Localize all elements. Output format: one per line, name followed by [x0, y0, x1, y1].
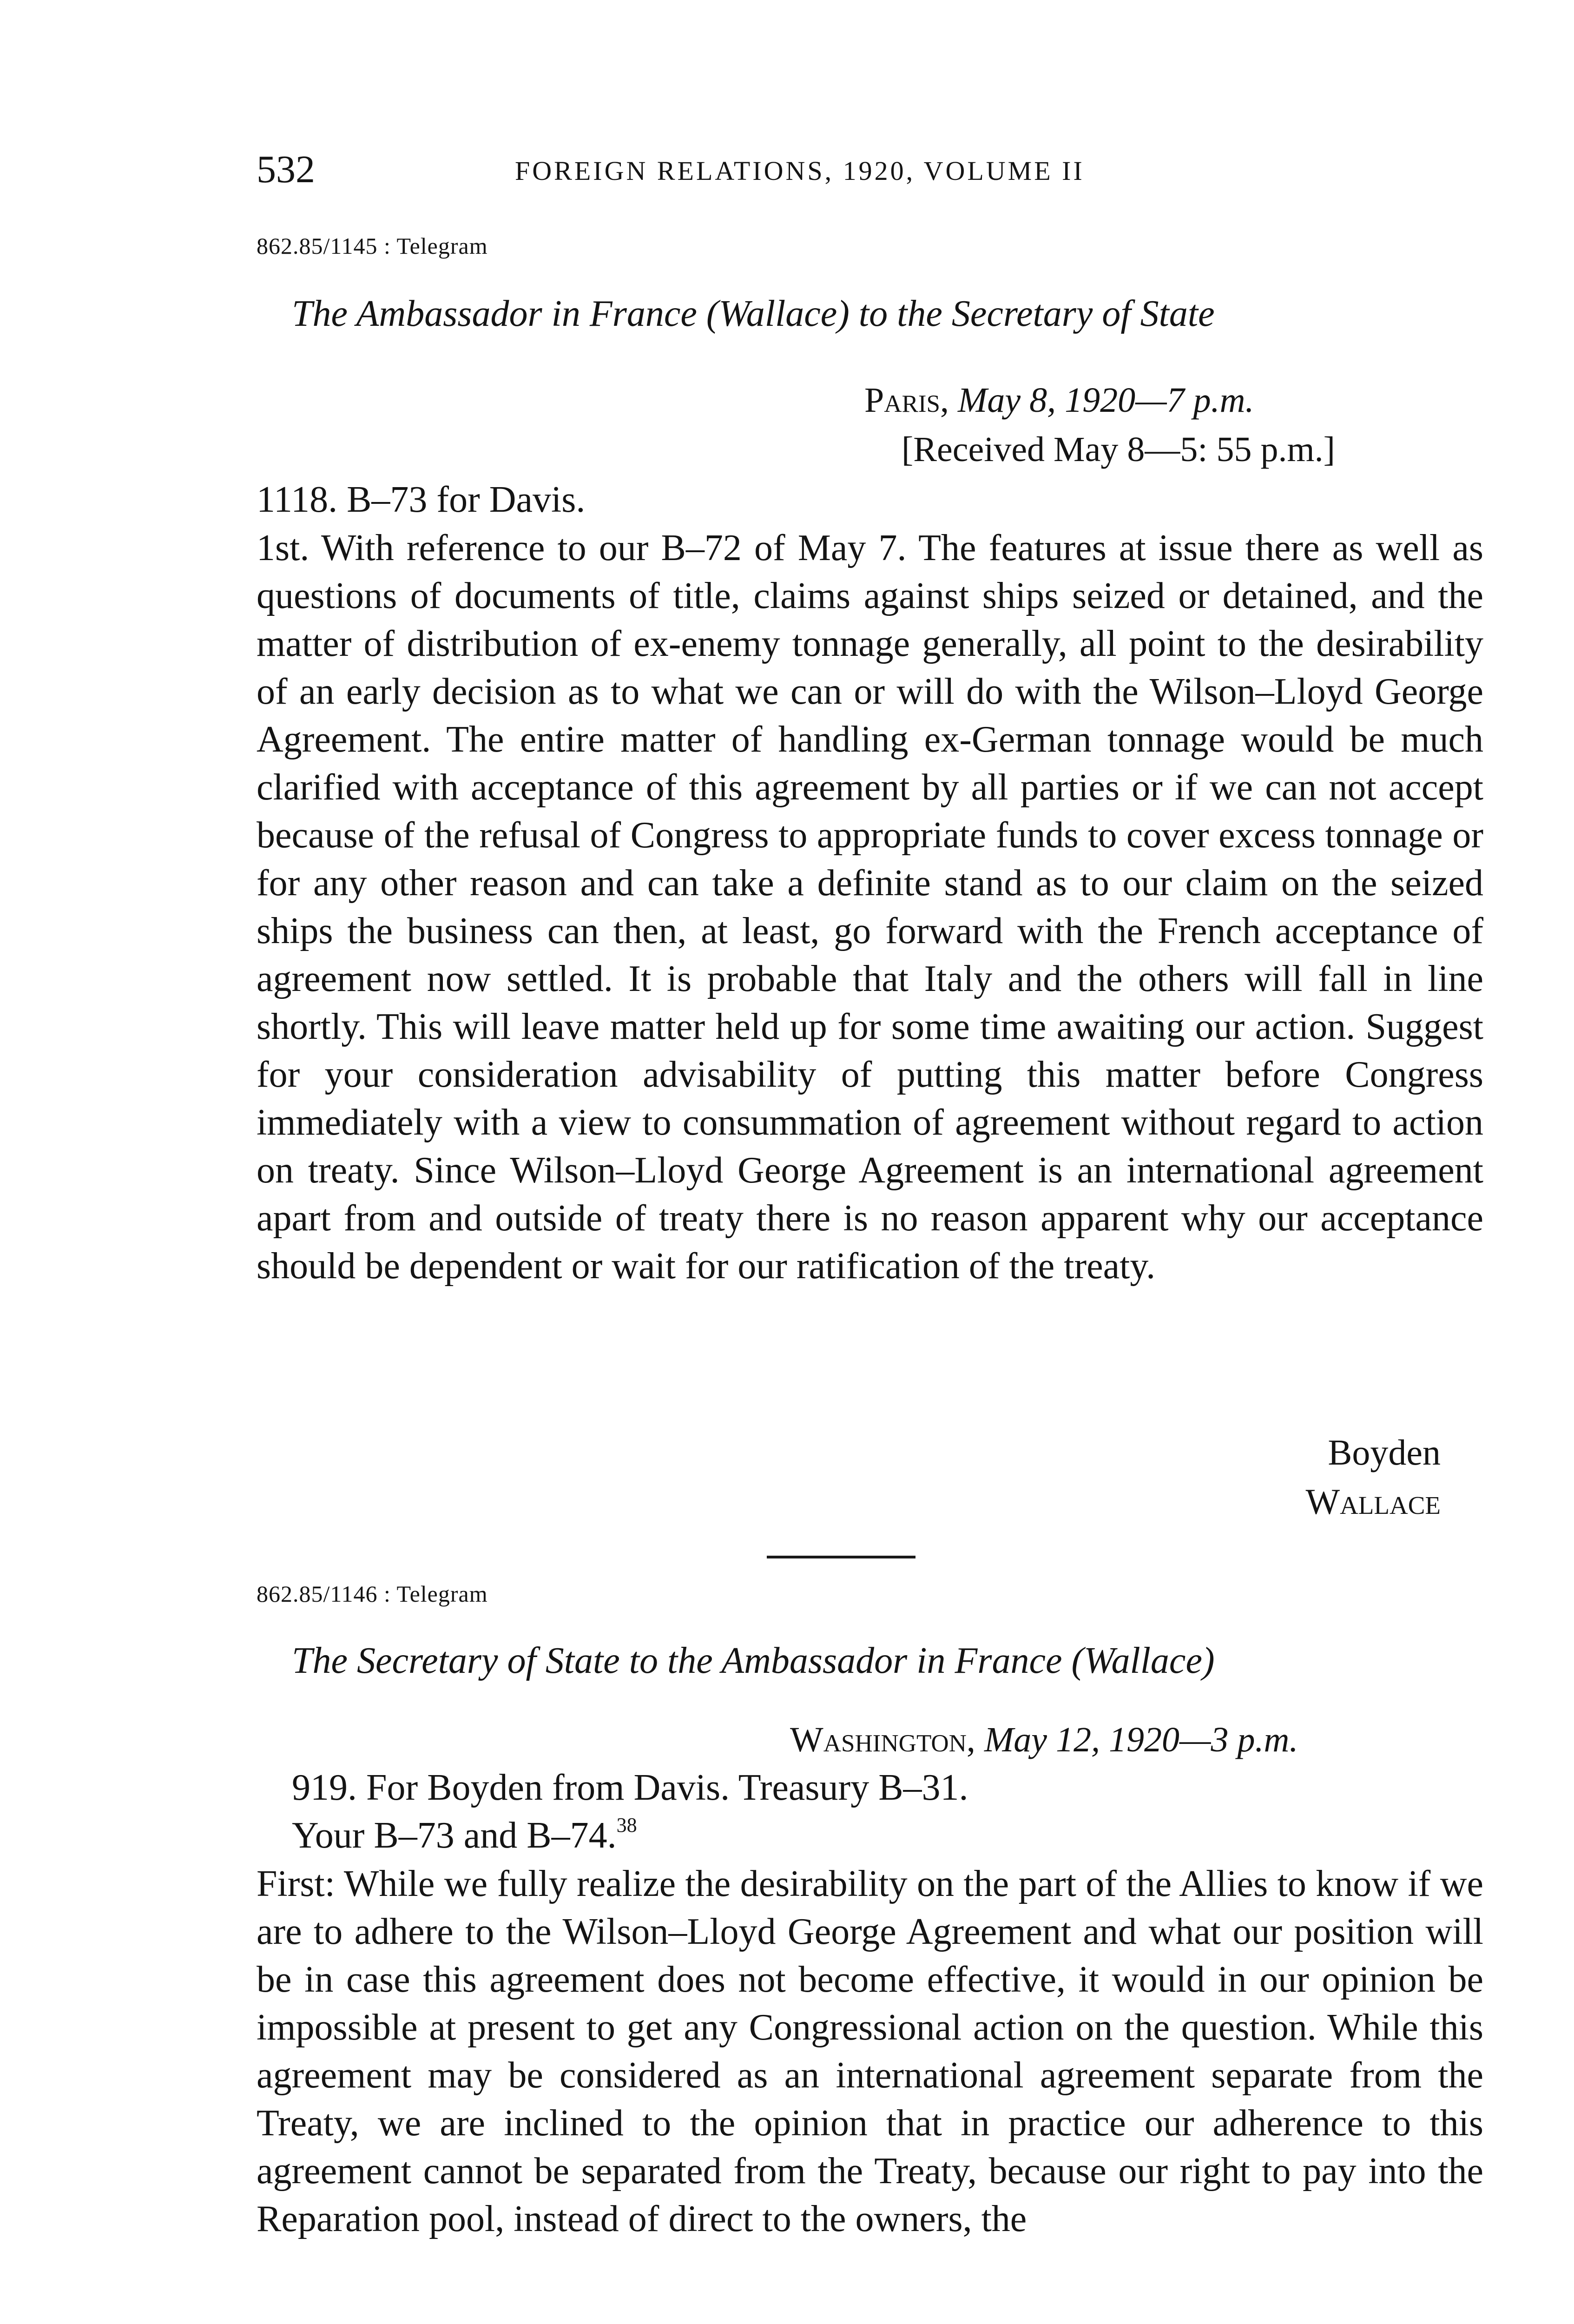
doc2-body-paragraph: First: While we fully realize the desirability on the part of the Allies to know if we are to adhere to the Wilson–Lloyd George Agreement and what our position will be in case this agreement does not become effective, it would in our opinion be impossible at present to get any Congressional action on the question. While this agreement may be considered as an international agreement separate from the Treaty, we are inclined to the opinion that in practice our adherence to this agreement cannot be separated from the Treaty, because our right to pay into the Reparation pool, instead of direct to the owners, the [257, 1863, 1483, 2239]
doc2-dateline-place: Washington, [790, 1720, 975, 1759]
doc1-received: [Received May 8—5: 55 p.m.] [902, 430, 1335, 469]
doc1-number-line: 1118. B–73 for Davis. [257, 479, 586, 520]
doc1-heading: The Ambassador in France (Wallace) to the Secretary of State [292, 293, 1215, 334]
doc1-signature-wallace: Wallace [1305, 1481, 1441, 1522]
doc1-body-paragraph: 1st. With reference to our B–72 of May 7. The features at issue there as well as questions of documents of title, claims against ships seized or detained, and the matter of distribution of ex-enemy tonnage generally, all point to the desirability of an early decision as to what we can or will do with the Wilson–Lloyd George Agreement. The entire matter of handling ex-German tonnage would be much clarified with acceptance of this agreement by all parties or if we can not accept because of the refusal of Congress to appropriate funds to cover excess tonnage or for any other reason and can take a definite stand as to our claim on the seized ships the business can then, at least, go forward with the French acceptance of agreement now settled. It is probable that Italy and the others will fall in line shortly. This will leave matter held up for some time awaiting our action. Suggest for your consideration advisability of putting this matter before Congress immediately with a view to consummation of agreement without regard to action on treaty. Since Wilson–Lloyd George Agreement is an international agreement apart from and outside of treaty there is no reason apparent why our acceptance should be dependent or wait for our ratification of the treaty. [257, 528, 1483, 1287]
running-title: FOREIGN RELATIONS, 1920, VOLUME II [515, 156, 1085, 186]
doc1-signature [883, 1428, 1441, 1526]
doc2-dateline [790, 1715, 1487, 1764]
doc1-signature-boyden: Boyden [1328, 1432, 1441, 1472]
doc2-ref-line [292, 1812, 1482, 1860]
doc2-dateline-date: May 12, 1920—3 p.m. [984, 1720, 1298, 1759]
doc1-dateline [864, 376, 1441, 474]
doc1-file-ref: 862.85/1145 : Telegram [257, 233, 488, 259]
doc1-dateline-place: Paris, [864, 381, 949, 420]
doc2-ref-text: Your B–73 and B–74. [292, 1815, 617, 1856]
page-number: 532 [257, 148, 315, 191]
doc2-heading: The Secretary of State to the Ambassador in France (Wallace) [292, 1640, 1215, 1681]
running-head [257, 144, 1483, 195]
doc1-dateline-date: May 8, 1920—7 p.m. [958, 381, 1254, 420]
doc2-number-line: 919. For Boyden from Davis. Treasury B–31. [292, 1767, 968, 1808]
doc1-body [257, 524, 1483, 1431]
doc2-file-ref: 862.85/1146 : Telegram [257, 1581, 488, 1607]
doc2-footnote-mark: 38 [616, 1813, 637, 1836]
doc2-body [257, 1860, 1483, 2324]
section-divider [767, 1556, 915, 1558]
